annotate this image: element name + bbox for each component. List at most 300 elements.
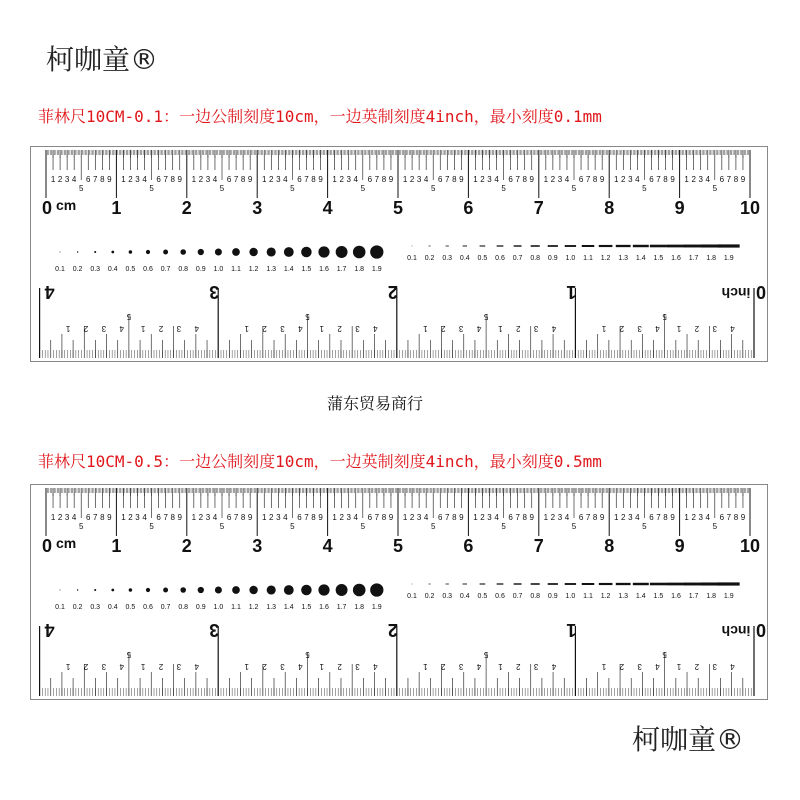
metric-minor-label: 3 (64, 175, 70, 184)
metric-minor-label: 4 (494, 175, 499, 184)
gauge-dot-label: 1.6 (319, 266, 329, 273)
metric-minor-label: 4 (283, 513, 288, 522)
metric-minor-label: 9 (599, 513, 605, 522)
metric-minor-label: 1 (332, 513, 337, 522)
imperial-minor-label: 4 (194, 324, 199, 333)
metric-unit-label: cm (56, 535, 77, 551)
metric-minor-label: 5 (430, 522, 436, 531)
gauge-line (650, 245, 667, 248)
imperial-minor-label: 4 (298, 324, 303, 333)
metric-minor-label: 8 (381, 513, 387, 522)
metric-major-label: 3 (252, 536, 263, 556)
gauge-dot (60, 590, 61, 591)
imperial-minor-label: 4 (551, 662, 557, 671)
gauge-dot-label: 1.2 (248, 266, 259, 273)
metric-minor-label: 6 (578, 175, 584, 184)
metric-minor-label: 1 (191, 175, 197, 184)
gauge-line (650, 583, 667, 586)
imperial-major-label: 3 (209, 620, 220, 640)
metric-minor-label: 5 (571, 184, 577, 193)
metric-minor-label: 6 (578, 513, 584, 522)
metric-minor-label: 2 (269, 513, 274, 522)
gauge-line-label: 0.1 (407, 593, 417, 600)
imperial-minor-label: 3 (637, 662, 642, 671)
gauge-dot (318, 584, 329, 595)
metric-minor-label: 1 (543, 175, 549, 184)
gauge-dot (180, 249, 186, 255)
metric-minor-label: 3 (487, 175, 492, 184)
gauge-line (497, 583, 504, 584)
gauge-dot (215, 587, 222, 594)
metric-minor-label: 2 (57, 513, 63, 522)
gauge-dot (129, 588, 133, 592)
gauge-line-label: 1.2 (600, 255, 611, 262)
metric-minor-label: 7 (233, 175, 239, 184)
imperial-minor-label: 4 (119, 324, 124, 333)
gauge-line (582, 245, 595, 247)
metric-minor-label: 1 (50, 513, 56, 522)
gauge-dot (249, 586, 257, 594)
metric-minor-label: 6 (86, 175, 91, 184)
gauge-dot-label: 1.2 (248, 604, 259, 611)
imperial-minor-label: 2 (337, 662, 342, 671)
gauge-dot (301, 585, 312, 596)
metric-minor-label: 9 (388, 175, 394, 184)
imperial-minor-label: 1 (423, 324, 428, 333)
gauge-line (599, 583, 613, 585)
metric-minor-label: 4 (283, 175, 288, 184)
film-ruler-1 (30, 146, 768, 362)
gauge-line (514, 583, 522, 584)
metric-minor-label: 7 (233, 513, 239, 522)
imperial-minor-label: 3 (458, 324, 464, 333)
gauge-line (480, 245, 486, 246)
ruler-caption-2: 菲林尺10CM-0.5：一边公制刻度10cm，一边英制刻度4inch，最小刻度0.5mm (38, 452, 602, 471)
gauge-dot-label: 1.1 (231, 604, 241, 611)
imperial-minor-label: 1 (498, 324, 503, 333)
imperial-minor-label: 1 (601, 662, 607, 671)
metric-major-label: 2 (181, 536, 192, 556)
metric-minor-label: 8 (100, 513, 105, 522)
gauge-dot (336, 246, 348, 258)
metric-minor-label: 9 (247, 513, 253, 522)
imperial-minor-label: 5 (305, 312, 310, 321)
metric-minor-label: 3 (276, 175, 281, 184)
metric-minor-label: 7 (93, 175, 98, 184)
metric-minor-label: 6 (367, 513, 373, 522)
metric-minor-label: 6 (156, 175, 161, 184)
metric-minor-label: 9 (459, 513, 464, 522)
gauge-line (684, 245, 703, 248)
imperial-minor-label: 5 (662, 650, 667, 659)
gauge-dot (284, 585, 294, 595)
gauge-line (667, 583, 685, 586)
metric-minor-label: 4 (705, 513, 710, 522)
gauge-dot (163, 588, 168, 593)
gauge-line-label: 0.5 (477, 593, 488, 600)
metric-minor-label: 5 (501, 522, 506, 531)
metric-minor-label: 3 (276, 513, 281, 522)
metric-major-label: 1 (111, 198, 122, 218)
metric-minor-label: 8 (240, 513, 246, 522)
gauge-dot (267, 585, 276, 594)
metric-minor-label: 5 (360, 522, 366, 531)
metric-minor-label: 7 (726, 175, 732, 184)
metric-minor-label: 4 (142, 513, 147, 522)
metric-major-label: 9 (674, 198, 685, 218)
gauge-line (667, 245, 685, 248)
metric-minor-label: 7 (585, 175, 591, 184)
imperial-minor-label: 2 (83, 662, 89, 671)
metric-minor-label: 4 (635, 513, 640, 522)
metric-minor-label: 8 (240, 175, 246, 184)
metric-major-label: 0 (42, 198, 53, 218)
gauge-line-label: 1.3 (618, 255, 629, 262)
imperial-minor-label: 5 (305, 650, 310, 659)
gauge-line (565, 245, 576, 247)
gauge-dot (267, 247, 276, 256)
ruler-caption-1: 菲林尺10CM-0.1：一边公制刻度10cm，一边英制刻度4inch，最小刻度0.1mm (38, 107, 602, 126)
metric-minor-label: 2 (550, 175, 556, 184)
metric-minor-label: 6 (508, 513, 513, 522)
metric-minor-label: 7 (656, 175, 661, 184)
gauge-line (684, 583, 703, 586)
gauge-dot-label: 1.5 (301, 604, 312, 611)
metric-minor-label: 3 (346, 175, 351, 184)
gauge-dot (353, 246, 366, 259)
metric-minor-label: 9 (740, 175, 746, 184)
imperial-minor-label: 4 (373, 324, 378, 333)
imperial-major-label: 1 (566, 620, 577, 640)
imperial-minor-label: 1 (244, 324, 250, 333)
metric-minor-label: 3 (135, 175, 140, 184)
metric-minor-label: 5 (78, 522, 84, 531)
metric-minor-label: 9 (599, 175, 605, 184)
metric-major-label: 6 (463, 198, 474, 218)
metric-minor-label: 6 (719, 513, 725, 522)
metric-minor-label: 2 (409, 175, 415, 184)
imperial-minor-label: 2 (694, 324, 700, 333)
metric-minor-label: 6 (156, 513, 161, 522)
imperial-major-label: 4 (44, 620, 55, 640)
gauge-dot (60, 252, 61, 253)
gauge-dot-label: 1.5 (301, 266, 312, 273)
gauge-dot (146, 250, 150, 254)
metric-minor-label: 6 (719, 175, 725, 184)
metric-minor-label: 5 (712, 184, 718, 193)
metric-minor-label: 8 (733, 513, 739, 522)
metric-minor-label: 5 (430, 184, 436, 193)
film-ruler-2 (30, 484, 768, 700)
metric-major-label: 4 (322, 198, 333, 218)
gauge-dot-label: 1.0 (213, 604, 224, 611)
gauge-line-label: 0.8 (530, 255, 541, 262)
gauge-dot (146, 588, 150, 592)
metric-major-label: 1 (111, 536, 122, 556)
metric-minor-label: 3 (416, 175, 422, 184)
gauge-dot-label: 1.0 (213, 266, 224, 273)
metric-minor-label: 1 (402, 175, 408, 184)
metric-minor-label: 1 (50, 175, 56, 184)
gauge-line (429, 584, 431, 585)
metric-minor-label: 2 (128, 175, 133, 184)
gauge-line-label: 1.0 (565, 255, 576, 262)
gauge-line (616, 583, 631, 585)
metric-minor-label: 2 (339, 175, 344, 184)
metric-major-label: 10 (739, 198, 761, 218)
metric-minor-label: 5 (149, 184, 154, 193)
metric-minor-label: 2 (269, 175, 274, 184)
gauge-line (548, 583, 558, 585)
imperial-minor-label: 3 (712, 662, 717, 671)
imperial-minor-label: 1 (601, 324, 607, 333)
gauge-dot (318, 246, 329, 257)
metric-minor-label: 1 (121, 175, 126, 184)
imperial-minor-label: 4 (119, 662, 124, 671)
metric-minor-label: 6 (438, 175, 443, 184)
metric-minor-label: 5 (360, 184, 366, 193)
metric-major-label: 8 (604, 536, 615, 556)
metric-minor-label: 7 (304, 513, 309, 522)
gauge-dot (336, 584, 348, 596)
metric-minor-label: 1 (614, 175, 619, 184)
gauge-line-label: 0.7 (512, 593, 523, 600)
metric-minor-label: 6 (226, 513, 232, 522)
metric-unit-label: cm (56, 197, 77, 213)
imperial-minor-label: 2 (441, 662, 446, 671)
metric-minor-label: 8 (452, 175, 457, 184)
metric-minor-label: 7 (445, 175, 450, 184)
imperial-minor-label: 2 (262, 662, 267, 671)
metric-minor-label: 4 (494, 513, 499, 522)
metric-minor-label: 3 (346, 513, 351, 522)
metric-major-label: 7 (533, 536, 544, 556)
gauge-line-label: 1.7 (688, 255, 699, 262)
gauge-line-label: 0.2 (424, 593, 435, 600)
imperial-major-label: 3 (209, 282, 220, 302)
metric-minor-label: 6 (649, 175, 654, 184)
gauge-line (429, 246, 431, 247)
metric-minor-label: 4 (423, 513, 429, 522)
gauge-line-label: 1.2 (600, 593, 611, 600)
gauge-line-label: 1.1 (583, 255, 593, 262)
gauge-line-label: 1.3 (618, 593, 629, 600)
metric-minor-label: 6 (508, 175, 513, 184)
metric-minor-label: 5 (501, 184, 506, 193)
metric-minor-label: 1 (402, 513, 408, 522)
gauge-line-label: 0.9 (547, 593, 558, 600)
gauge-dot-label: 1.3 (266, 604, 277, 611)
gauge-line (463, 584, 467, 585)
metric-minor-label: 2 (409, 513, 415, 522)
gauge-dot-label: 1.8 (354, 266, 365, 273)
gauge-line-label: 1.7 (688, 593, 699, 600)
metric-minor-label: 7 (374, 513, 380, 522)
imperial-minor-label: 2 (516, 662, 521, 671)
gauge-dot-label: 1.1 (231, 266, 241, 273)
metric-minor-label: 4 (212, 175, 218, 184)
gauge-dot (284, 247, 294, 257)
metric-major-label: 5 (392, 198, 404, 218)
gauge-line-label: 0.9 (547, 255, 558, 262)
metric-minor-label: 6 (226, 175, 232, 184)
metric-minor-label: 3 (698, 513, 703, 522)
imperial-major-label: 2 (387, 620, 398, 640)
gauge-dot-label: 0.1 (55, 604, 65, 611)
gauge-dot (353, 584, 366, 597)
gauge-dot (232, 586, 240, 594)
metric-minor-label: 9 (670, 513, 675, 522)
metric-minor-label: 1 (332, 175, 337, 184)
imperial-minor-label: 3 (176, 324, 182, 333)
metric-minor-label: 5 (290, 522, 295, 531)
gauge-dot-label: 0.1 (55, 266, 65, 273)
gauge-dot-label: 0.4 (107, 266, 118, 273)
gauge-line-label: 0.5 (477, 255, 488, 262)
imperial-minor-label: 3 (176, 662, 182, 671)
metric-minor-label: 4 (564, 513, 570, 522)
metric-minor-label: 4 (71, 175, 77, 184)
gauge-line (480, 583, 486, 584)
gauge-dot-label: 1.3 (266, 266, 277, 273)
imperial-major-label: 2 (387, 282, 398, 302)
imperial-minor-label: 1 (676, 324, 682, 333)
imperial-minor-label: 2 (158, 324, 164, 333)
metric-major-label: 10 (739, 536, 761, 556)
gauge-dot-label: 0.5 (125, 266, 136, 273)
gauge-line-label: 1.9 (723, 593, 734, 600)
gauge-line-label: 0.4 (459, 593, 470, 600)
gauge-dot (111, 589, 114, 592)
imperial-minor-label: 3 (712, 324, 717, 333)
metric-minor-label: 1 (543, 513, 549, 522)
metric-minor-label: 2 (621, 513, 626, 522)
gauge-line (446, 246, 449, 247)
imperial-minor-label: 4 (194, 662, 199, 671)
gauge-line-label: 0.3 (442, 593, 453, 600)
metric-minor-label: 4 (142, 175, 147, 184)
imperial-minor-label: 1 (319, 662, 325, 671)
metric-minor-label: 8 (592, 175, 598, 184)
gauge-dot-label: 0.9 (195, 266, 206, 273)
imperial-minor-label: 3 (355, 662, 360, 671)
imperial-minor-label: 4 (655, 662, 660, 671)
gauge-line (531, 583, 540, 585)
metric-minor-label: 9 (670, 175, 675, 184)
imperial-minor-label: 2 (262, 324, 267, 333)
metric-minor-label: 1 (121, 513, 126, 522)
gauge-line-label: 0.8 (530, 593, 541, 600)
gauge-dot (111, 251, 114, 254)
gauge-dot-label: 1.9 (371, 604, 382, 611)
metric-minor-label: 3 (628, 175, 633, 184)
imperial-major-label: 0 (756, 620, 767, 640)
gauge-line (412, 584, 413, 585)
metric-minor-label: 8 (100, 175, 105, 184)
imperial-minor-label: 3 (637, 324, 642, 333)
gauge-dot (180, 587, 186, 593)
imperial-minor-label: 1 (65, 662, 71, 671)
metric-minor-label: 4 (353, 175, 358, 184)
imperial-minor-label: 4 (373, 662, 378, 671)
gauge-line-label: 0.2 (424, 255, 435, 262)
metric-minor-label: 9 (388, 513, 394, 522)
imperial-minor-label: 3 (533, 662, 539, 671)
metric-minor-label: 8 (170, 513, 175, 522)
gauge-dot-label: 1.6 (319, 604, 329, 611)
metric-minor-label: 5 (712, 522, 718, 531)
imperial-minor-label: 2 (83, 324, 89, 333)
gauge-line (718, 244, 740, 247)
metric-minor-label: 7 (374, 175, 380, 184)
gauge-dot-label: 0.3 (90, 604, 101, 611)
metric-minor-label: 7 (93, 513, 98, 522)
imperial-minor-label: 1 (423, 662, 428, 671)
metric-minor-label: 5 (642, 522, 647, 531)
metric-minor-label: 1 (614, 513, 619, 522)
metric-minor-label: 4 (423, 175, 429, 184)
gauge-dot (77, 589, 78, 590)
gauge-dot-label: 0.2 (72, 604, 83, 611)
gauge-line (497, 245, 504, 246)
metric-minor-label: 1 (191, 513, 197, 522)
gauge-line-label: 1.4 (635, 593, 646, 600)
metric-minor-label: 4 (212, 513, 218, 522)
imperial-minor-label: 5 (126, 312, 132, 321)
imperial-minor-label: 2 (619, 662, 625, 671)
gauge-dot (370, 583, 383, 596)
metric-minor-label: 2 (691, 175, 696, 184)
gauge-dot-label: 0.2 (72, 266, 83, 273)
imperial-minor-label: 1 (498, 662, 503, 671)
imperial-minor-label: 3 (101, 662, 107, 671)
metric-minor-label: 1 (684, 513, 689, 522)
metric-minor-label: 8 (452, 513, 457, 522)
imperial-minor-label: 2 (441, 324, 446, 333)
gauge-dot (94, 251, 96, 253)
metric-major-label: 5 (392, 536, 404, 556)
metric-minor-label: 2 (480, 513, 485, 522)
imperial-major-label: 0 (756, 282, 767, 302)
metric-minor-label: 5 (219, 522, 225, 531)
metric-minor-label: 4 (635, 175, 640, 184)
metric-minor-label: 2 (198, 513, 204, 522)
imperial-unit-label: inch (721, 285, 751, 301)
metric-minor-label: 2 (621, 175, 626, 184)
gauge-line-label: 1.6 (671, 593, 681, 600)
metric-minor-label: 9 (177, 175, 182, 184)
metric-minor-label: 9 (529, 175, 534, 184)
gauge-line (514, 245, 522, 246)
imperial-minor-label: 5 (126, 650, 132, 659)
metric-minor-label: 5 (571, 522, 577, 531)
gauge-dot-label: 0.5 (125, 604, 136, 611)
metric-minor-label: 9 (318, 513, 323, 522)
metric-minor-label: 3 (135, 513, 140, 522)
metric-minor-label: 9 (107, 175, 112, 184)
metric-minor-label: 6 (297, 513, 302, 522)
metric-minor-label: 3 (64, 513, 70, 522)
metric-major-label: 3 (252, 198, 263, 218)
imperial-minor-label: 2 (337, 324, 342, 333)
imperial-minor-label: 1 (676, 662, 682, 671)
imperial-minor-label: 5 (483, 312, 489, 321)
gauge-dot-label: 1.8 (354, 604, 365, 611)
metric-minor-label: 4 (564, 175, 570, 184)
metric-major-label: 2 (181, 198, 192, 218)
metric-minor-label: 7 (163, 175, 168, 184)
gauge-dot-label: 1.7 (336, 266, 347, 273)
